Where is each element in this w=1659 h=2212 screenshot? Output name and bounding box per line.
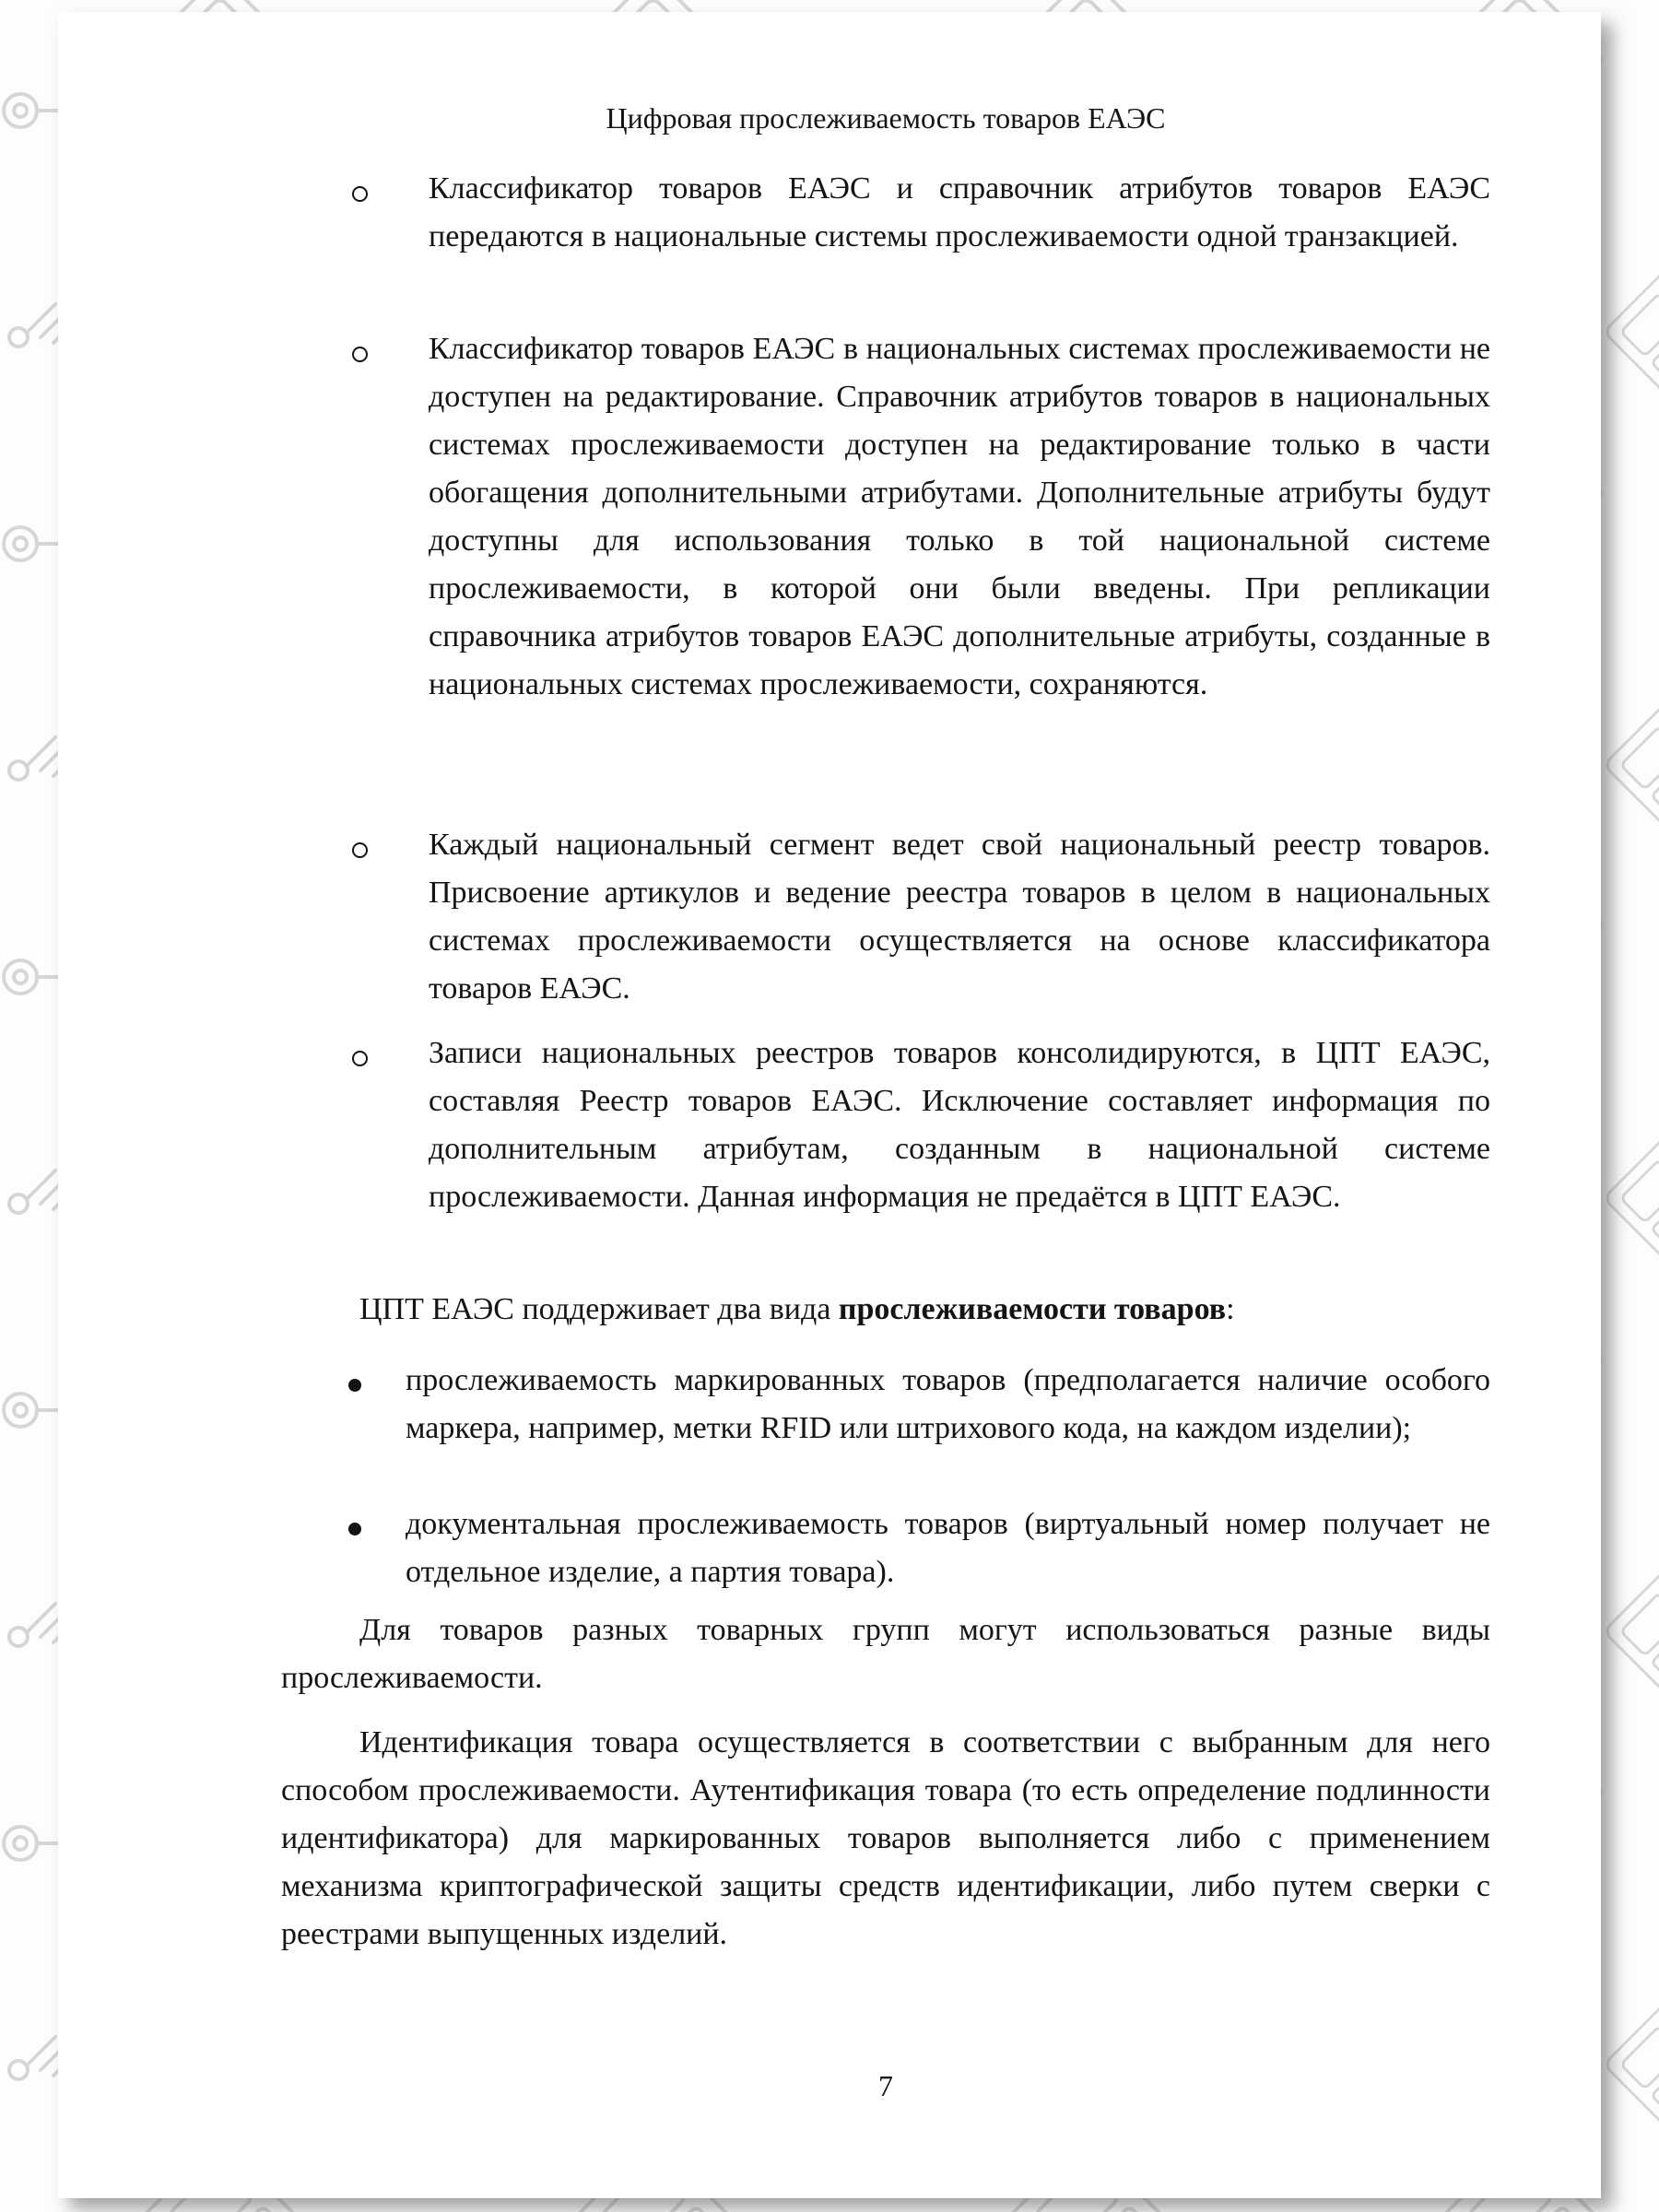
list-item [281, 1500, 1490, 1596]
list-item-text: Записи национальных реестров товаров консолидируются, в ЦПТ ЕАЭС, составляя Реестр товаров ЕАЭС. Исключение составляет информация по дополнительным атрибутам, созданным в национальной системе прослеживаемости. Данная информация не предаётся в ЦПТ ЕАЭС. [429, 1036, 1490, 1214]
paragraph-text: ЦПТ ЕАЭС поддерживает два вида [359, 1292, 839, 1326]
document-page [58, 12, 1601, 2198]
disc-bullet-icon [348, 1523, 361, 1535]
paragraph: Для товаров разных товарных групп могут использоваться разные виды прослеживаемости. [281, 1613, 1490, 1695]
list-item-text: Каждый национальный сегмент ведет свой национальный реестр товаров. Присвоение артикулов и ведение реестра товаров в целом в национальных системах прослеживаемости осуществляется на основе классификатора товаров ЕАЭС. [429, 828, 1490, 1006]
document-content [281, 12, 1490, 2198]
list-item-text: Классификатор товаров ЕАЭС и справочник атрибутов товаров ЕАЭС передаются в национальные системы прослеживаемости одной транзакцией. [429, 171, 1490, 253]
disc-bullet-icon [348, 1379, 361, 1392]
page-header-title: Цифровая прослеживаемость товаров ЕАЭС [606, 101, 1166, 135]
list-item [281, 1357, 1490, 1453]
paragraph: Идентификация товара осуществляется в соответствии с выбранным для него способом прослеживаемости. Аутентификация товара (то есть определение подлинности идентификатора) для маркированных товаров выполняется либо с применением механизма криптографической защиты средств идентификации, либо путем сверки с реестрами выпущенных изделий. [281, 1725, 1490, 1951]
list-item-text: прослеживаемость маркированных товаров (предполагается наличие особого маркера, например, метки RFID или штрихового кода, на каждом изделии); [406, 1363, 1490, 1445]
list-item-text: документальная прослеживаемость товаров (виртуальный номер получает не отдельное изделие, а партия товара). [406, 1507, 1490, 1589]
circle-bullet-icon [352, 347, 368, 362]
paragraph-text: : [1226, 1292, 1235, 1326]
bold-text: прослеживаемости товаров [838, 1292, 1227, 1326]
circle-bullet-icon [352, 1051, 368, 1066]
circle-bullet-icon [352, 842, 368, 858]
paragraph-support-types [281, 1286, 1490, 1334]
list-item [281, 821, 1490, 1013]
list-item [281, 325, 1490, 709]
page-number: 7 [878, 2069, 893, 2102]
circle-bullet-icon [352, 186, 368, 202]
list-item [281, 165, 1490, 261]
list-item [281, 1030, 1490, 1221]
list-item-text: Классификатор товаров ЕАЭС в национальных системах прослеживаемости не доступен на редактирование. Справочник атрибутов товаров в национальных системах прослеживаемости доступен на редактирование только в части обогащения дополнительными атрибутами. Дополнительные атрибуты будут доступны для использования только в той национальной системе прослеживаемости, в которой они были введены. При репликации справочника атрибутов товаров ЕАЭС дополнительные атрибуты, созданные в национальных системах прослеживаемости, сохраняются. [429, 332, 1490, 701]
